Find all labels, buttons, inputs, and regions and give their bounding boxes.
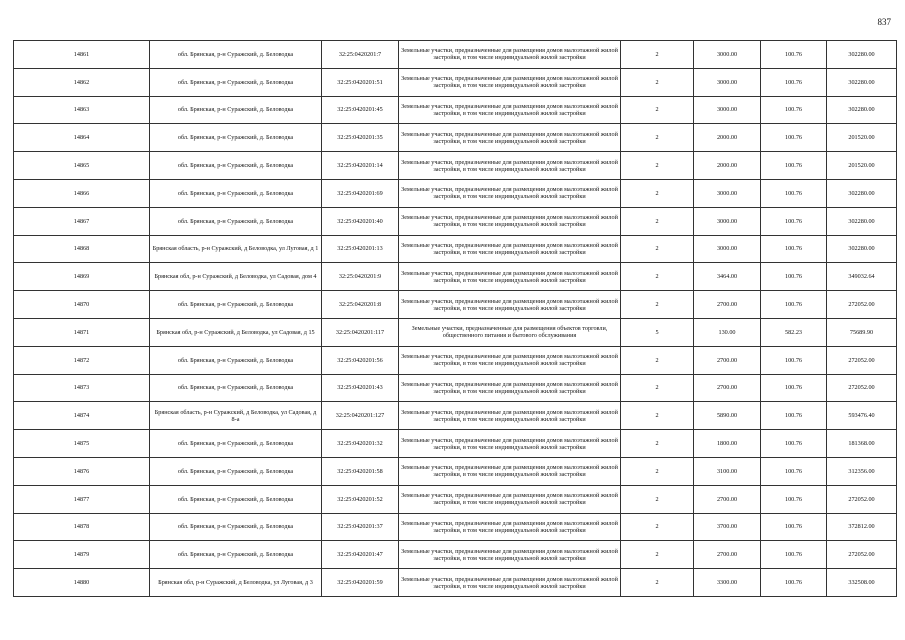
table-row (14, 485, 897, 513)
address-cell: обл. Брянская, р-н Суражский, д. Беловодка (150, 124, 322, 152)
table-row (14, 513, 897, 541)
cadastral-number-cell: 32:25:0420201:45 (322, 96, 399, 124)
rate-cell: 100.76 (761, 179, 827, 207)
land-registry-table (13, 40, 897, 597)
rate-cell: 100.76 (761, 346, 827, 374)
area-cell: 3000.00 (694, 41, 761, 69)
rate-cell: 100.76 (761, 513, 827, 541)
area-cell: 2000.00 (694, 124, 761, 152)
land-use-cell: Земельные участки, предназначенные для размещения домов малоэтажной жилой застройки, в том числе индивидуальной жилой застройки (399, 541, 621, 569)
record-id-cell: 14863 (14, 96, 150, 124)
cadastral-number-cell: 32:25:0420201:47 (322, 541, 399, 569)
cadastral-number-cell: 32:25:0420201:37 (322, 513, 399, 541)
area-cell: 2700.00 (694, 541, 761, 569)
cadastral-number-cell: 32:25:0420201:8 (322, 291, 399, 319)
cadastral-value-cell: 272052.00 (827, 291, 897, 319)
record-id-cell: 14876 (14, 457, 150, 485)
cadastral-value-cell: 332508.00 (827, 569, 897, 597)
rate-cell: 100.76 (761, 457, 827, 485)
land-use-cell: Земельные участки, предназначенные для размещения домов малоэтажной жилой застройки, в том числе индивидуальной жилой застройки (399, 152, 621, 180)
rate-cell: 100.76 (761, 235, 827, 263)
record-id-cell: 14864 (14, 124, 150, 152)
cadastral-value-cell: 75689.90 (827, 318, 897, 346)
address-cell: Брянская область, р-н Суражский, д Беловодка, ул Садовая, д 8-а (150, 402, 322, 430)
area-cell: 2700.00 (694, 485, 761, 513)
area-cell: 2700.00 (694, 346, 761, 374)
address-cell: Брянская обл, р-н Суражский, д Беловодка, ул Садовая, д 15 (150, 318, 322, 346)
address-cell: обл. Брянская, р-н Суражский, д. Беловодка (150, 179, 322, 207)
table-row (14, 41, 897, 69)
land-use-cell: Земельные участки, предназначенные для размещения домов малоэтажной жилой застройки, в том числе индивидуальной жилой застройки (399, 291, 621, 319)
land-use-cell: Земельные участки, предназначенные для размещения домов малоэтажной жилой застройки, в том числе индивидуальной жилой застройки (399, 179, 621, 207)
cadastral-value-cell: 181368.00 (827, 430, 897, 458)
land-use-cell: Земельные участки, предназначенные для размещения домов малоэтажной жилой застройки, в том числе индивидуальной жилой застройки (399, 513, 621, 541)
table-row (14, 96, 897, 124)
address-cell: обл. Брянская, р-н Суражский, д. Беловодка (150, 430, 322, 458)
rate-cell: 100.76 (761, 541, 827, 569)
cadastral-number-cell: 32:25:0420201:13 (322, 235, 399, 263)
land-use-cell: Земельные участки, предназначенные для размещения домов малоэтажной жилой застройки, в том числе индивидуальной жилой застройки (399, 41, 621, 69)
group-cell: 2 (621, 402, 694, 430)
record-id-cell: 14861 (14, 41, 150, 69)
cadastral-number-cell: 32:25:0420201:56 (322, 346, 399, 374)
land-use-cell: Земельные участки, предназначенные для размещения домов малоэтажной жилой застройки, в том числе индивидуальной жилой застройки (399, 569, 621, 597)
land-use-cell: Земельные участки, предназначенные для размещения домов малоэтажной жилой застройки, в том числе индивидуальной жилой застройки (399, 402, 621, 430)
address-cell: обл. Брянская, р-н Суражский, д. Беловодка (150, 41, 322, 69)
area-cell: 3000.00 (694, 179, 761, 207)
rate-cell: 100.76 (761, 96, 827, 124)
land-use-cell: Земельные участки, предназначенные для размещения объектов торговли, общественного питания и бытового обслуживания (399, 318, 621, 346)
record-id-cell: 14873 (14, 374, 150, 402)
table-row (14, 430, 897, 458)
cadastral-number-cell: 32:25:0420201:7 (322, 41, 399, 69)
table-row (14, 68, 897, 96)
rate-cell: 100.76 (761, 124, 827, 152)
group-cell: 2 (621, 124, 694, 152)
rate-cell: 100.76 (761, 263, 827, 291)
cadastral-number-cell: 32:25:0420201:59 (322, 569, 399, 597)
cadastral-value-cell: 312356.00 (827, 457, 897, 485)
area-cell: 3300.00 (694, 569, 761, 597)
record-id-cell: 14875 (14, 430, 150, 458)
area-cell: 3000.00 (694, 235, 761, 263)
cadastral-value-cell: 349032.64 (827, 263, 897, 291)
group-cell: 2 (621, 374, 694, 402)
address-cell: обл. Брянская, р-н Суражский, д. Беловодка (150, 457, 322, 485)
cadastral-number-cell: 32:25:0420201:58 (322, 457, 399, 485)
rate-cell: 582.23 (761, 318, 827, 346)
land-use-cell: Земельные участки, предназначенные для размещения домов малоэтажной жилой застройки, в том числе индивидуальной жилой застройки (399, 207, 621, 235)
cadastral-value-cell: 272052.00 (827, 346, 897, 374)
group-cell: 2 (621, 41, 694, 69)
record-id-cell: 14880 (14, 569, 150, 597)
record-id-cell: 14872 (14, 346, 150, 374)
group-cell: 2 (621, 96, 694, 124)
table-row (14, 374, 897, 402)
cadastral-number-cell: 32:25:0420201:9 (322, 263, 399, 291)
group-cell: 2 (621, 179, 694, 207)
group-cell: 2 (621, 485, 694, 513)
rate-cell: 100.76 (761, 41, 827, 69)
cadastral-value-cell: 593476.40 (827, 402, 897, 430)
record-id-cell: 14867 (14, 207, 150, 235)
group-cell: 2 (621, 513, 694, 541)
rate-cell: 100.76 (761, 569, 827, 597)
group-cell: 2 (621, 152, 694, 180)
cadastral-value-cell: 201520.00 (827, 124, 897, 152)
rate-cell: 100.76 (761, 485, 827, 513)
cadastral-value-cell: 302280.00 (827, 235, 897, 263)
cadastral-value-cell: 302280.00 (827, 41, 897, 69)
rate-cell: 100.76 (761, 291, 827, 319)
area-cell: 1800.00 (694, 430, 761, 458)
address-cell: обл. Брянская, р-н Суражский, д. Беловодка (150, 513, 322, 541)
table-row (14, 541, 897, 569)
land-use-cell: Земельные участки, предназначенные для размещения домов малоэтажной жилой застройки, в том числе индивидуальной жилой застройки (399, 457, 621, 485)
cadastral-value-cell: 272052.00 (827, 485, 897, 513)
area-cell: 3100.00 (694, 457, 761, 485)
address-cell: Брянская область, р-н Суражский, д Беловодка, ул Луговая, д 1 (150, 235, 322, 263)
area-cell: 2000.00 (694, 152, 761, 180)
cadastral-number-cell: 32:25:0420201:51 (322, 68, 399, 96)
cadastral-value-cell: 302280.00 (827, 68, 897, 96)
group-cell: 5 (621, 318, 694, 346)
area-cell: 5890.00 (694, 402, 761, 430)
land-use-cell: Земельные участки, предназначенные для размещения домов малоэтажной жилой застройки, в том числе индивидуальной жилой застройки (399, 374, 621, 402)
cadastral-value-cell: 272052.00 (827, 541, 897, 569)
table-row (14, 457, 897, 485)
group-cell: 2 (621, 457, 694, 485)
group-cell: 2 (621, 207, 694, 235)
group-cell: 2 (621, 263, 694, 291)
group-cell: 2 (621, 541, 694, 569)
cadastral-value-cell: 201520.00 (827, 152, 897, 180)
area-cell: 3464.00 (694, 263, 761, 291)
land-use-cell: Земельные участки, предназначенные для размещения домов малоэтажной жилой застройки, в том числе индивидуальной жилой застройки (399, 68, 621, 96)
land-use-cell: Земельные участки, предназначенные для размещения домов малоэтажной жилой застройки, в том числе индивидуальной жилой застройки (399, 96, 621, 124)
cadastral-value-cell: 272052.00 (827, 374, 897, 402)
land-use-cell: Земельные участки, предназначенные для размещения домов малоэтажной жилой застройки, в том числе индивидуальной жилой застройки (399, 346, 621, 374)
cadastral-value-cell: 372812.00 (827, 513, 897, 541)
table-row (14, 402, 897, 430)
table-row (14, 318, 897, 346)
record-id-cell: 14866 (14, 179, 150, 207)
table-row (14, 152, 897, 180)
land-use-cell: Земельные участки, предназначенные для размещения домов малоэтажной жилой застройки, в том числе индивидуальной жилой застройки (399, 485, 621, 513)
area-cell: 130.00 (694, 318, 761, 346)
cadastral-number-cell: 32:25:0420201:127 (322, 402, 399, 430)
record-id-cell: 14878 (14, 513, 150, 541)
address-cell: обл. Брянская, р-н Суражский, д. Беловодка (150, 541, 322, 569)
group-cell: 2 (621, 68, 694, 96)
area-cell: 3700.00 (694, 513, 761, 541)
area-cell: 3000.00 (694, 68, 761, 96)
table-row (14, 263, 897, 291)
cadastral-number-cell: 32:25:0420201:69 (322, 179, 399, 207)
address-cell: обл. Брянская, р-н Суражский, д. Беловодка (150, 96, 322, 124)
group-cell: 2 (621, 569, 694, 597)
land-use-cell: Земельные участки, предназначенные для размещения домов малоэтажной жилой застройки, в том числе индивидуальной жилой застройки (399, 263, 621, 291)
address-cell: Брянская обл, р-н Суражский, д Беловодка, ул Луговая, д 3 (150, 569, 322, 597)
rate-cell: 100.76 (761, 207, 827, 235)
table-row (14, 235, 897, 263)
cadastral-number-cell: 32:25:0420201:35 (322, 124, 399, 152)
cadastral-number-cell: 32:25:0420201:43 (322, 374, 399, 402)
cadastral-number-cell: 32:25:0420201:40 (322, 207, 399, 235)
address-cell: обл. Брянская, р-н Суражский, д. Беловодка (150, 374, 322, 402)
address-cell: обл. Брянская, р-н Суражский, д. Беловодка (150, 291, 322, 319)
cadastral-number-cell: 32:25:0420201:117 (322, 318, 399, 346)
land-use-cell: Земельные участки, предназначенные для размещения домов малоэтажной жилой застройки, в том числе индивидуальной жилой застройки (399, 124, 621, 152)
area-cell: 3000.00 (694, 96, 761, 124)
record-id-cell: 14877 (14, 485, 150, 513)
table-row (14, 291, 897, 319)
address-cell: обл. Брянская, р-н Суражский, д. Беловодка (150, 346, 322, 374)
record-id-cell: 14874 (14, 402, 150, 430)
page-number: 837 (877, 17, 891, 27)
group-cell: 2 (621, 430, 694, 458)
table-body (14, 41, 897, 597)
cadastral-number-cell: 32:25:0420201:32 (322, 430, 399, 458)
rate-cell: 100.76 (761, 68, 827, 96)
record-id-cell: 14868 (14, 235, 150, 263)
rate-cell: 100.76 (761, 430, 827, 458)
rate-cell: 100.76 (761, 374, 827, 402)
group-cell: 2 (621, 235, 694, 263)
table-row (14, 179, 897, 207)
cadastral-number-cell: 32:25:0420201:52 (322, 485, 399, 513)
area-cell: 2700.00 (694, 374, 761, 402)
record-id-cell: 14869 (14, 263, 150, 291)
land-use-cell: Земельные участки, предназначенные для размещения домов малоэтажной жилой застройки, в том числе индивидуальной жилой застройки (399, 430, 621, 458)
address-cell: обл. Брянская, р-н Суражский, д. Беловодка (150, 485, 322, 513)
record-id-cell: 14862 (14, 68, 150, 96)
address-cell: обл. Брянская, р-н Суражский, д. Беловодка (150, 207, 322, 235)
area-cell: 2700.00 (694, 291, 761, 319)
land-use-cell: Земельные участки, предназначенные для размещения домов малоэтажной жилой застройки, в том числе индивидуальной жилой застройки (399, 235, 621, 263)
group-cell: 2 (621, 291, 694, 319)
rate-cell: 100.76 (761, 152, 827, 180)
table-row (14, 346, 897, 374)
table-row (14, 207, 897, 235)
cadastral-value-cell: 302280.00 (827, 207, 897, 235)
group-cell: 2 (621, 346, 694, 374)
address-cell: обл. Брянская, р-н Суражский, д. Беловодка (150, 152, 322, 180)
table-row (14, 569, 897, 597)
area-cell: 3000.00 (694, 207, 761, 235)
record-id-cell: 14871 (14, 318, 150, 346)
record-id-cell: 14879 (14, 541, 150, 569)
address-cell: Брянская обл, р-н Суражский, д Беловодка, ул Садовая, дом 4 (150, 263, 322, 291)
address-cell: обл. Брянская, р-н Суражский, д. Беловодка (150, 68, 322, 96)
table-row (14, 124, 897, 152)
rate-cell: 100.76 (761, 402, 827, 430)
cadastral-number-cell: 32:25:0420201:14 (322, 152, 399, 180)
cadastral-value-cell: 302280.00 (827, 96, 897, 124)
cadastral-value-cell: 302280.00 (827, 179, 897, 207)
record-id-cell: 14865 (14, 152, 150, 180)
record-id-cell: 14870 (14, 291, 150, 319)
